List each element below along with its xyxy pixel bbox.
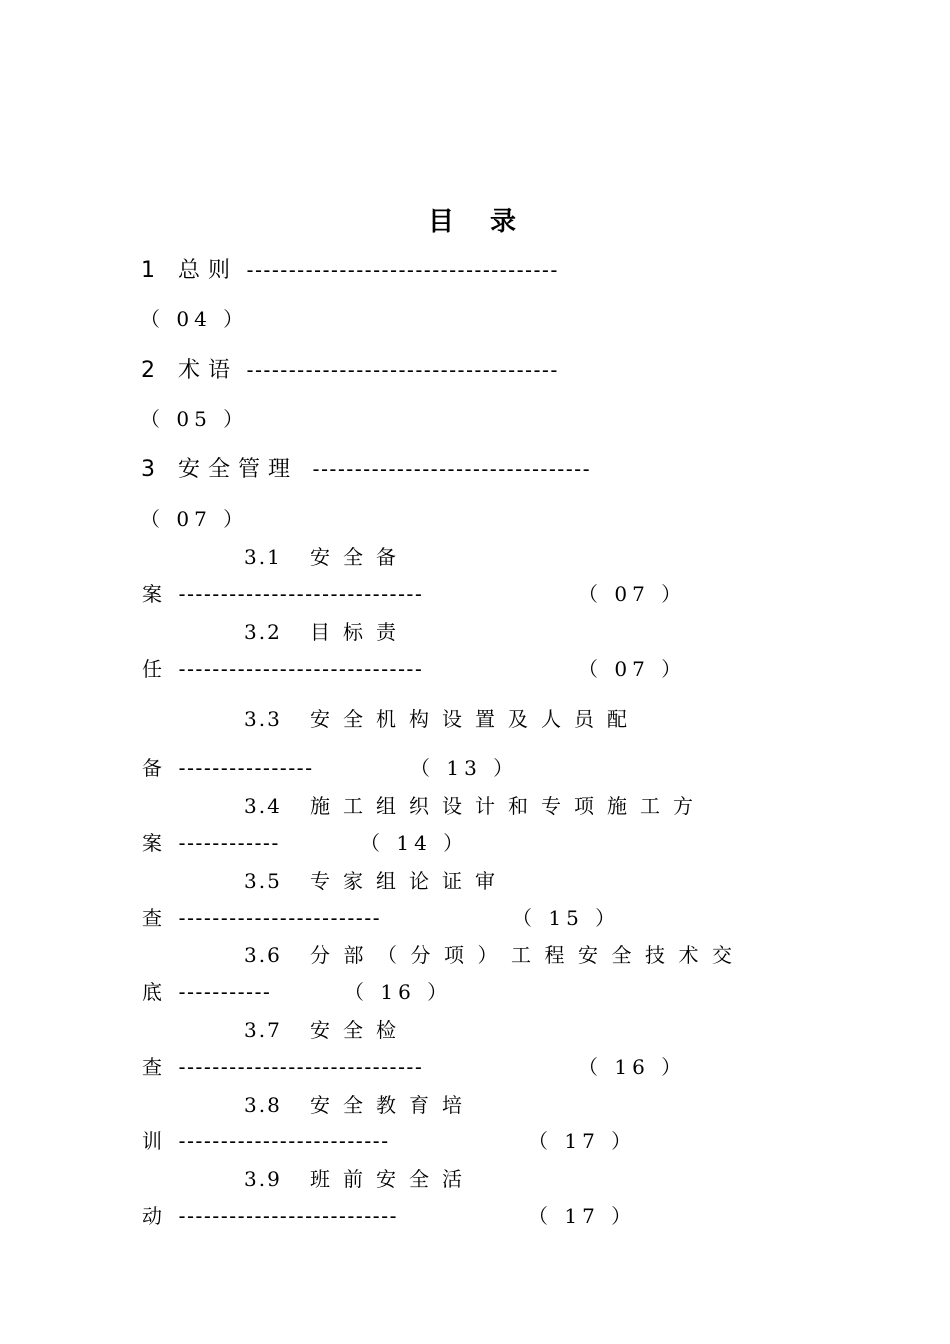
toc-entry-label: 2 术语 [141,358,238,383]
toc-subentry-title: 班前安全活 [310,1167,475,1191]
toc-subentry-leader: ----------------------------- [176,1055,421,1079]
toc-subentry-number: 3.7 [244,1018,282,1042]
toc-subentry-number: 3.4 [244,794,282,818]
toc-subentry-page: （ 17 ） [528,1204,637,1228]
toc-entry-page: （ 04 ） [140,307,249,331]
toc-subentry-title: 安全机构设置及人员配 [310,707,640,731]
toc-subentry-title-cont: 查 [142,906,166,930]
toc-subentry-title: 安全教育培 [310,1093,475,1117]
toc-subentry-page: （ 13 ） [410,756,519,780]
toc-entry-page: （ 07 ） [140,507,249,531]
toc-subentry-leader: -------------------------- [176,1204,396,1228]
toc-subentry-leader: ----------------------------- [176,582,421,606]
toc-entry-leader: --------------------------------- [310,457,589,481]
toc-entry-leader: ------------------------------------- [244,258,557,282]
toc-subentry-page: （ 16 ） [578,1055,687,1079]
toc-subentry-leader: ----------- [176,980,269,1004]
toc-subentry-title: 分部（分项）工程安全技术交 [310,943,746,967]
toc-subentry-title: 专家组论证审 [310,869,508,893]
toc-subentry-number: 3.9 [244,1167,282,1191]
toc-entry-label: 3 安全管理 [141,457,298,482]
toc-subentry-title-cont: 查 [142,1055,166,1079]
toc-subentry-title-cont: 训 [142,1129,166,1153]
toc-subentry-page: （ 14 ） [360,831,469,855]
toc-subentry-leader: ------------------------- [176,1129,388,1153]
toc-subentry-leader: ---------------- [176,756,312,780]
toc-subentry-title-cont: 备 [142,756,166,780]
toc-subentry-number: 3.5 [244,869,282,893]
toc-subentry-leader: ----------------------------- [176,657,421,681]
toc-subentry-title-cont: 动 [142,1204,166,1228]
toc-subentry-number: 3.3 [244,707,282,731]
toc-subentry-page: （ 07 ） [578,582,687,606]
toc-subentry-title-cont: 任 [142,657,166,681]
toc-entry-leader: ------------------------------------- [244,358,557,382]
toc-subentry-title: 安全备 [310,545,409,569]
toc-subentry-number: 3.6 [244,943,282,967]
toc-subentry-title-cont: 案 [142,831,166,855]
toc-title: 目录 [428,207,553,237]
toc-subentry-title: 目标责 [310,620,409,644]
toc-subentry-title-cont: 底 [142,980,166,1004]
toc-subentry-number: 3.2 [244,620,282,644]
toc-subentry-title-cont: 案 [142,582,166,606]
toc-entry-page: （ 05 ） [140,407,249,431]
toc-subentry-number: 3.8 [244,1093,282,1117]
toc-entry-label: 1 总则 [141,258,238,283]
toc-subentry-leader: ------------ [176,831,278,855]
toc-subentry-title: 安全检 [310,1018,409,1042]
toc-subentry-page: （ 15 ） [512,906,621,930]
toc-subentry-page: （ 07 ） [578,657,687,681]
toc-subentry-number: 3.1 [244,545,282,569]
toc-subentry-leader: ------------------------ [176,906,379,930]
toc-subentry-page: （ 17 ） [528,1129,637,1153]
toc-subentry-page: （ 16 ） [344,980,453,1004]
toc-subentry-title: 施工组织设计和专项施工方 [310,794,706,818]
